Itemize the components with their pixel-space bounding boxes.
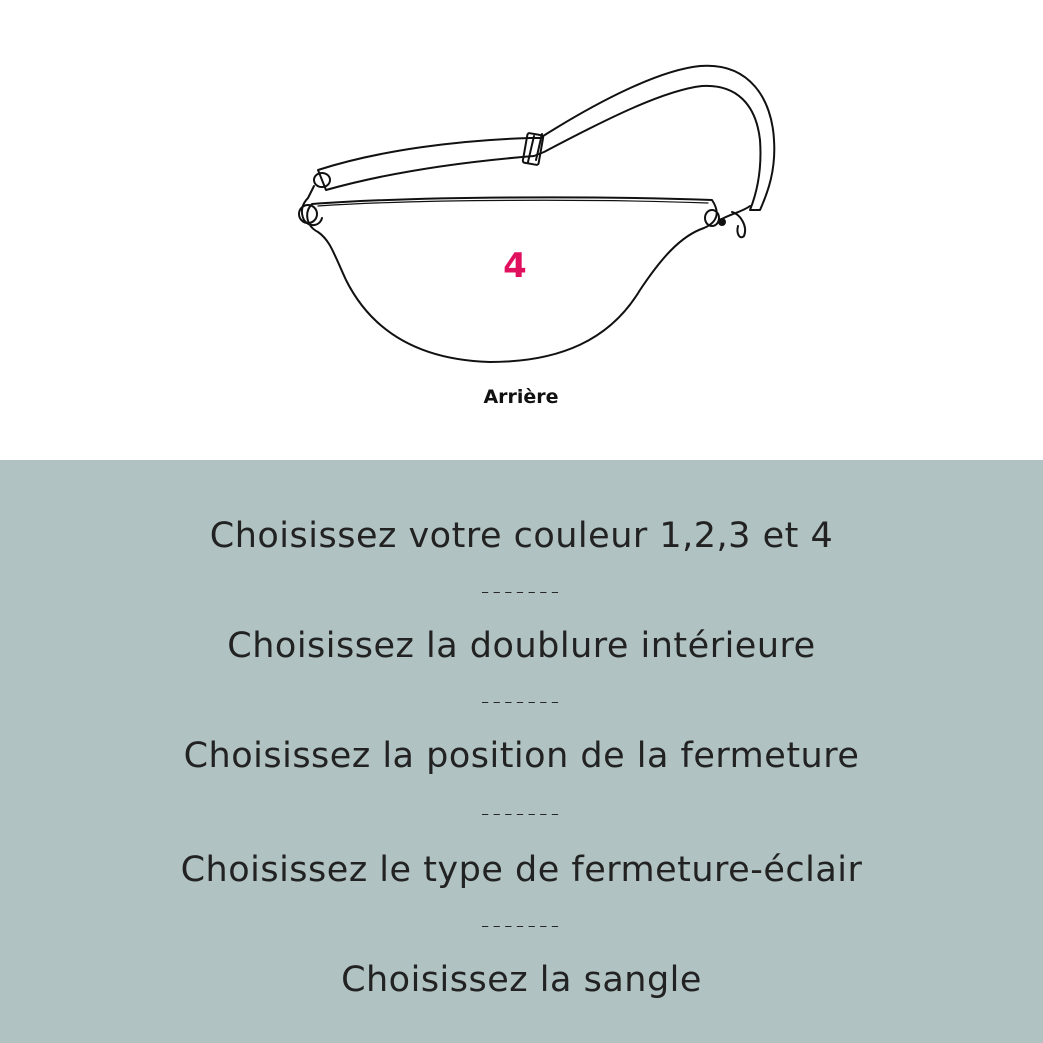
steps-list bbox=[0, 510, 1043, 1006]
color-zone-number: 4 bbox=[503, 246, 527, 286]
view-label: Arrière bbox=[483, 386, 559, 408]
customization-steps-panel bbox=[0, 460, 1043, 1043]
separator: ------- bbox=[480, 687, 563, 715]
separator: ------- bbox=[480, 799, 563, 827]
step-closure-position: Choisissez la position de la fermeture bbox=[183, 736, 860, 776]
separator: ------- bbox=[480, 577, 563, 605]
step-color: Choisissez votre couleur 1,2,3 et 4 bbox=[209, 516, 834, 556]
step-lining: Choisissez la doublure intérieure bbox=[227, 626, 816, 666]
step-strap: Choisissez la sangle bbox=[341, 960, 702, 1000]
separator: ------- bbox=[480, 911, 563, 939]
illustration-area bbox=[0, 0, 1043, 460]
step-zipper-type: Choisissez le type de fermeture-éclair bbox=[180, 850, 863, 890]
